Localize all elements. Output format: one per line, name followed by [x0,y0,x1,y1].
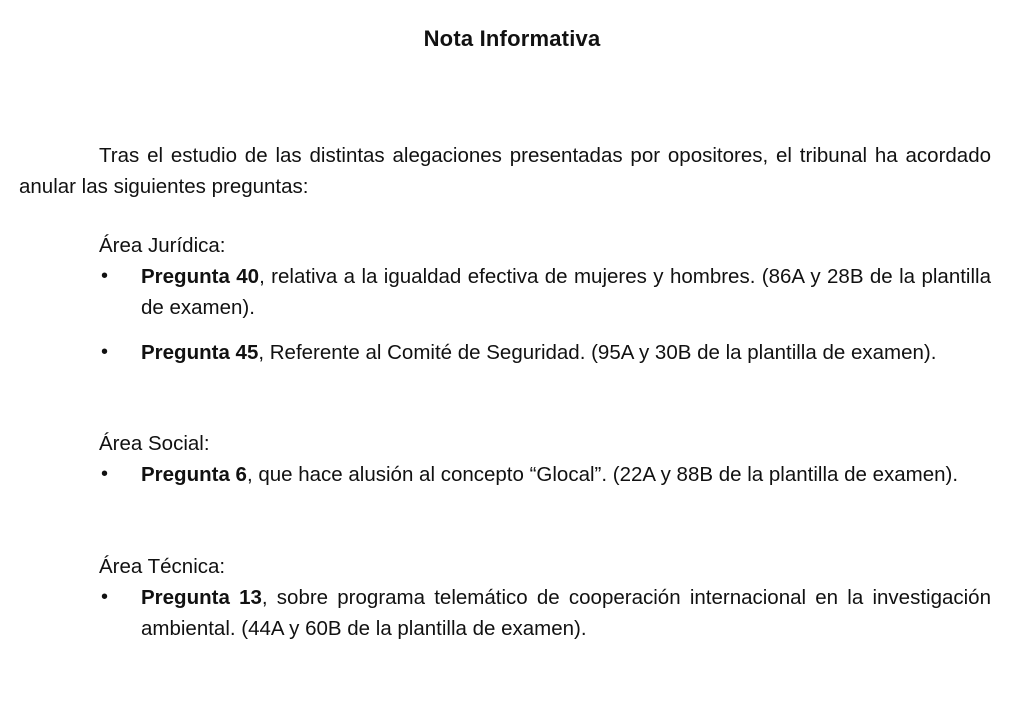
list-item [99,582,991,644]
list-item [99,261,991,323]
section-heading: Área Técnica: [99,555,226,578]
list-item [99,337,991,368]
section-area-juridica [99,230,991,368]
intro-paragraph: Tras el estudio de las distintas alegaciones presentadas por opositores, el tribunal ha acordado anular las siguientes preguntas: [19,144,991,198]
question-text: , relativa a la igualdad efectiva de mujeres y hombres. (86A y 28B de la plantilla de examen). [141,265,991,319]
bullet-icon: • [101,586,109,608]
section-area-tecnica [99,551,991,644]
section-heading: Área Jurídica: [99,234,226,257]
question-label: Pregunta 40 [141,265,260,288]
bullet-icon: • [101,341,109,363]
bullet-icon: • [101,463,109,485]
question-label: Pregunta 6 [141,463,247,486]
document-title: Nota Informativa [423,26,601,51]
bullet-icon: • [101,265,109,287]
question-label: Pregunta 45 [141,341,259,364]
list-item [99,459,991,490]
section-area-social [99,428,991,490]
section-heading: Área Social: [99,432,210,455]
question-text: , sobre programa telemático de cooperación internacional en la investigación ambiental. (44A y 60B de la plantilla de examen). [141,586,991,640]
question-text: , que hace alusión al concepto “Glocal”. (22A y 88B de la plantilla de examen). [246,463,959,486]
question-label: Pregunta 13 [141,586,262,609]
question-text: , Referente al Comité de Seguridad. (95A y 30B de la plantilla de examen). [258,341,937,364]
